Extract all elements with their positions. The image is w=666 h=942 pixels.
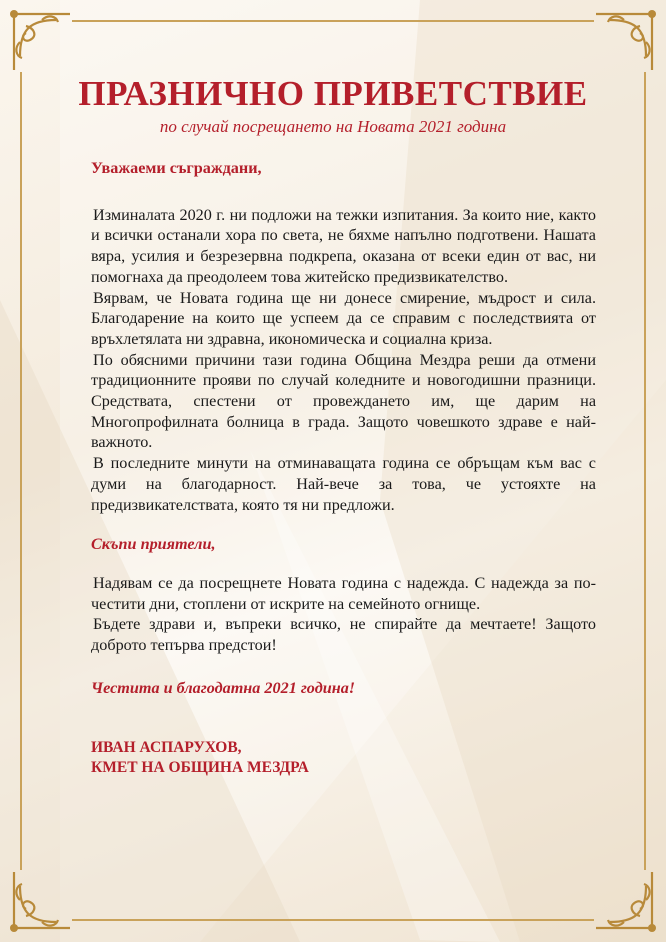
frame-top <box>72 20 594 22</box>
letter-body <box>91 158 596 778</box>
ornament-top-right-icon <box>588 6 660 78</box>
new-year-wish: Честита и благодатна 2021 година! <box>91 678 356 697</box>
paragraph: По обясними причини тази година Община Мездра реши да отмени традиционните прояви по случай коледните и новогодишни празници. Средствата, спестени от провеждането им, ще дарим на Многопрофилната болница в града. Защото човешкото здраве е най-важното. <box>91 350 596 452</box>
frame-left <box>20 72 22 870</box>
paragraph: В последните минути на отминаващата година се обръщам към вас с думи на благодарност. Най-вече за това, че устояхте на предизвикателствата, която тя ни предложи. <box>91 454 596 514</box>
paragraph: Бъдете здрави и, въпреки всичко, не спирайте да мечтаете! Защото доброто тепърва предстои! <box>91 615 596 655</box>
salutation: Уважаеми съграждани, <box>91 159 262 177</box>
page-subtitle: по случай посрещането на Новата 2021 година <box>159 117 507 136</box>
second-salutation: Скъпи приятели, <box>91 535 216 554</box>
ornament-bottom-right-icon <box>588 864 660 936</box>
signature-title: КМЕТ НА ОБЩИНА МЕЗДРА <box>91 759 309 777</box>
paragraph: Вярвам, че Новата година ще ни донесе смирение, мъдрост и сила. Благодарение на които ще успеем да се справим с последствията от връхлетялата ни здравна, икономическа и социална криза. <box>91 288 596 348</box>
frame-bottom <box>72 919 594 921</box>
ornament-top-left-icon <box>6 6 78 78</box>
frame-right <box>644 72 646 870</box>
paragraph: Изминалата 2020 г. ни подложи на тежки изпитания. За които ние, както и всички останали хора по света, не бяхме напълно подготвени. Нашата вяра, усилия и безрезервна подкрепа, оказана от всеки един от вас, ни помогнаха да преодолеем това житейско предизвикателство. <box>91 205 596 286</box>
page-title: ПРАЗНИЧНО ПРИВЕТСТВИЕ <box>78 74 588 113</box>
paragraph: Надявам се да посрещнете Новата година с надежда. С надежда за по-честити дни, стоплени от искрите на семейното огнище. <box>91 573 596 613</box>
ornament-bottom-left-icon <box>6 864 78 936</box>
signature-name: ИВАН АСПАРУХОВ, <box>91 739 242 757</box>
